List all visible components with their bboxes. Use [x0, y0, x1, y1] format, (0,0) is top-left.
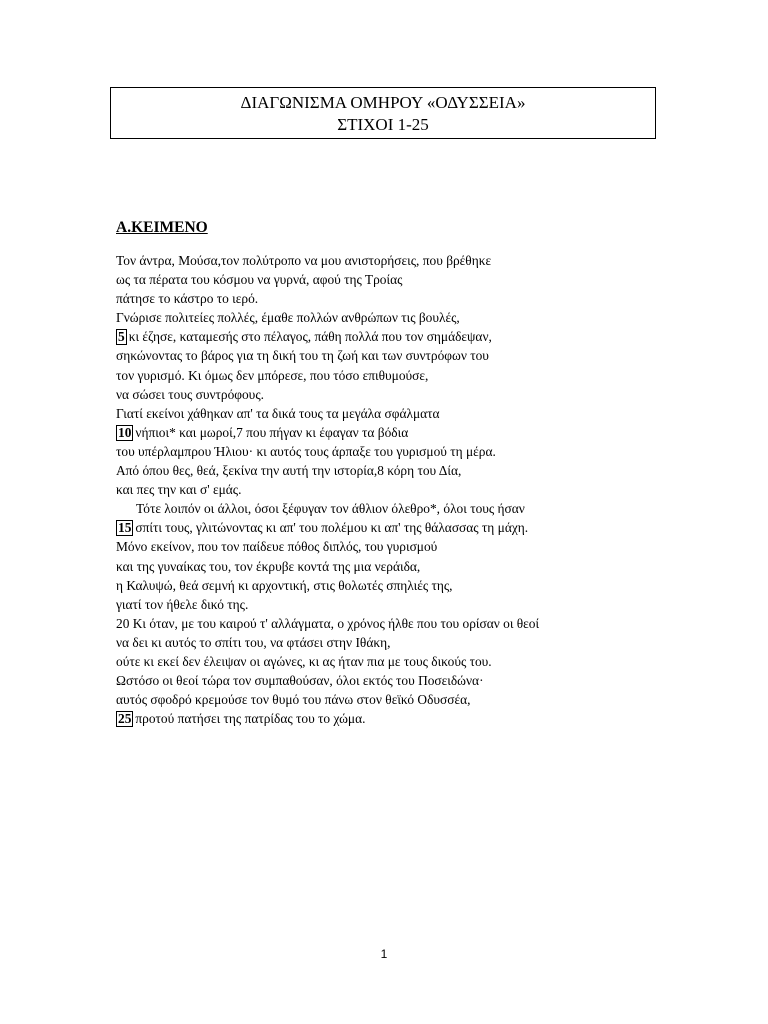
poem-line-text: Γιατί εκείνοι χάθηκαν απ' τα δικά τους τα μεγάλα σφάλματα: [116, 405, 440, 421]
poem-line-text: 20 Κι όταν, με του καιρού τ' αλλάγματα, ο χρόνος ήλθε που του ορίσαν οι θεοί: [116, 615, 540, 631]
poem-line: [116, 652, 676, 671]
poem-line: [116, 289, 676, 308]
poem-line: [116, 537, 676, 556]
poem-line-text: να δει κι αυτός το σπίτι του, να φτάσει στην Ιθάκη,: [116, 634, 391, 650]
line-number-box: 25: [118, 711, 132, 727]
poem-line: [116, 709, 676, 728]
poem-line-text: και πες την και σ' εμάς.: [116, 482, 242, 498]
poem-line-text: προτού πατήσει της πατρίδας του το χώμα.: [135, 711, 366, 727]
poem-line-text: και της γυναίκας του, τον έκρυβε κοντά της μια νεράιδα,: [116, 558, 421, 574]
poem-line: [116, 576, 676, 595]
page-number: 1: [380, 947, 388, 961]
poem-line-text: τον γυρισμό. Κι όμως δεν μπόρεσε, που τόσο επιθυμούσε,: [116, 367, 429, 383]
poem-line: [116, 251, 676, 270]
poem-line: [116, 423, 676, 442]
poem-line: [116, 633, 676, 652]
poem-line-text: αυτός σφοδρό κρεμούσε τον θυμό του πάνω στον θεϊκό Οδυσσέα,: [116, 692, 471, 708]
line-number-box: 5: [118, 329, 125, 345]
poem-line: [116, 404, 676, 423]
poem-line: [116, 461, 676, 480]
poem-line-text: να σώσει τους συντρόφους.: [116, 386, 264, 402]
poem-line-text: κι έζησε, καταμεσής στο πέλαγος, πάθη πολλά που τον σημάδεψαν,: [128, 329, 492, 345]
poem-line: [116, 518, 676, 537]
document-title: ΔΙΑΓΩΝΙΣΜΑ ΟΜΗΡΟΥ «ΟΔΥΣΣΕΙΑ»: [240, 93, 526, 112]
poem-line-text: η Καλυψώ, θεά σεμνή κι αρχοντική, στις θολωτές σπηλιές της,: [116, 577, 453, 593]
poem-line-text: σηκώνοντας το βάρος για τη δική του τη ζωή και των συντρόφων του: [116, 348, 489, 364]
poem-line: [116, 557, 676, 576]
poem-line: [116, 595, 676, 614]
poem-line-text: σπίτι τους, γλιτώνοντας κι απ' του πολέμου κι απ' της θάλασσας τη μάχη.: [135, 520, 529, 536]
poem-line: [116, 366, 676, 385]
document-title-box: [110, 87, 656, 139]
poem-line-text: ούτε κι εκεί δεν έλειψαν οι αγώνες, κι ας ήταν πια με τους δικούς του.: [116, 653, 492, 669]
line-number-box: 10: [118, 424, 132, 440]
poem-line-text: Τον άντρα, Μούσα,τον πολύτροπο να μου ανιστορήσεις, που βρέθηκε: [116, 253, 492, 268]
poem-line: [116, 671, 676, 690]
poem-line-text: Τότε λοιπόν οι άλλοι, όσοι ξέφυγαν τον άθλιον όλεθρο*, όλοι τους ήσαν: [136, 501, 525, 517]
poem-line-text: Γνώρισε πολιτείες πολλές, έμαθε πολλών ανθρώπων τις βουλές,: [116, 310, 460, 326]
poem-line: [116, 270, 676, 289]
poem-line-text: ως τα πέρατα του κόσμου να γυρνά, αφού της Τροίας: [116, 272, 403, 288]
poem-line-text: Από όπου θες, θεά, ξεκίνα την αυτή την ιστορία,8 κόρη του Δία,: [116, 463, 462, 479]
poem-line: [116, 480, 676, 499]
poem-line: [116, 346, 676, 365]
poem-line: [116, 385, 676, 404]
poem-line: [116, 614, 676, 633]
poem-line-text: πάτησε το κάστρο το ιερό.: [116, 291, 259, 307]
document-subtitle: ΣΤΙΧΟΙ 1-25: [337, 115, 429, 134]
poem-line-text: νήπιοι* και μωροί,7 που πήγαν κι έφαγαν τα βόδια: [135, 424, 409, 440]
poem-line: [116, 308, 676, 327]
poem-line-text: Ωστόσο οι θεοί τώρα τον συμπαθούσαν, όλοι εκτός του Ποσειδώνα·: [116, 673, 484, 689]
poem-line: [116, 442, 676, 461]
poem-line-text: γιατί τον ήθελε δικό της.: [116, 596, 249, 612]
poem-line: [116, 327, 676, 346]
poem-line: [116, 499, 676, 518]
section-heading: Α.ΚΕΙΜΕΝΟ: [116, 219, 208, 236]
poem-text: [116, 251, 676, 728]
line-number-box: 15: [118, 520, 132, 536]
poem-line-text: του υπέρλαμπρου Ήλιου· κι αυτός τους άρπαξε του γυρισμού τη μέρα.: [116, 443, 496, 459]
poem-line: [116, 690, 676, 709]
poem-line-text: Μόνο εκείνον, που τον παίδευε πόθος διπλός, του γυρισμού: [116, 539, 438, 555]
